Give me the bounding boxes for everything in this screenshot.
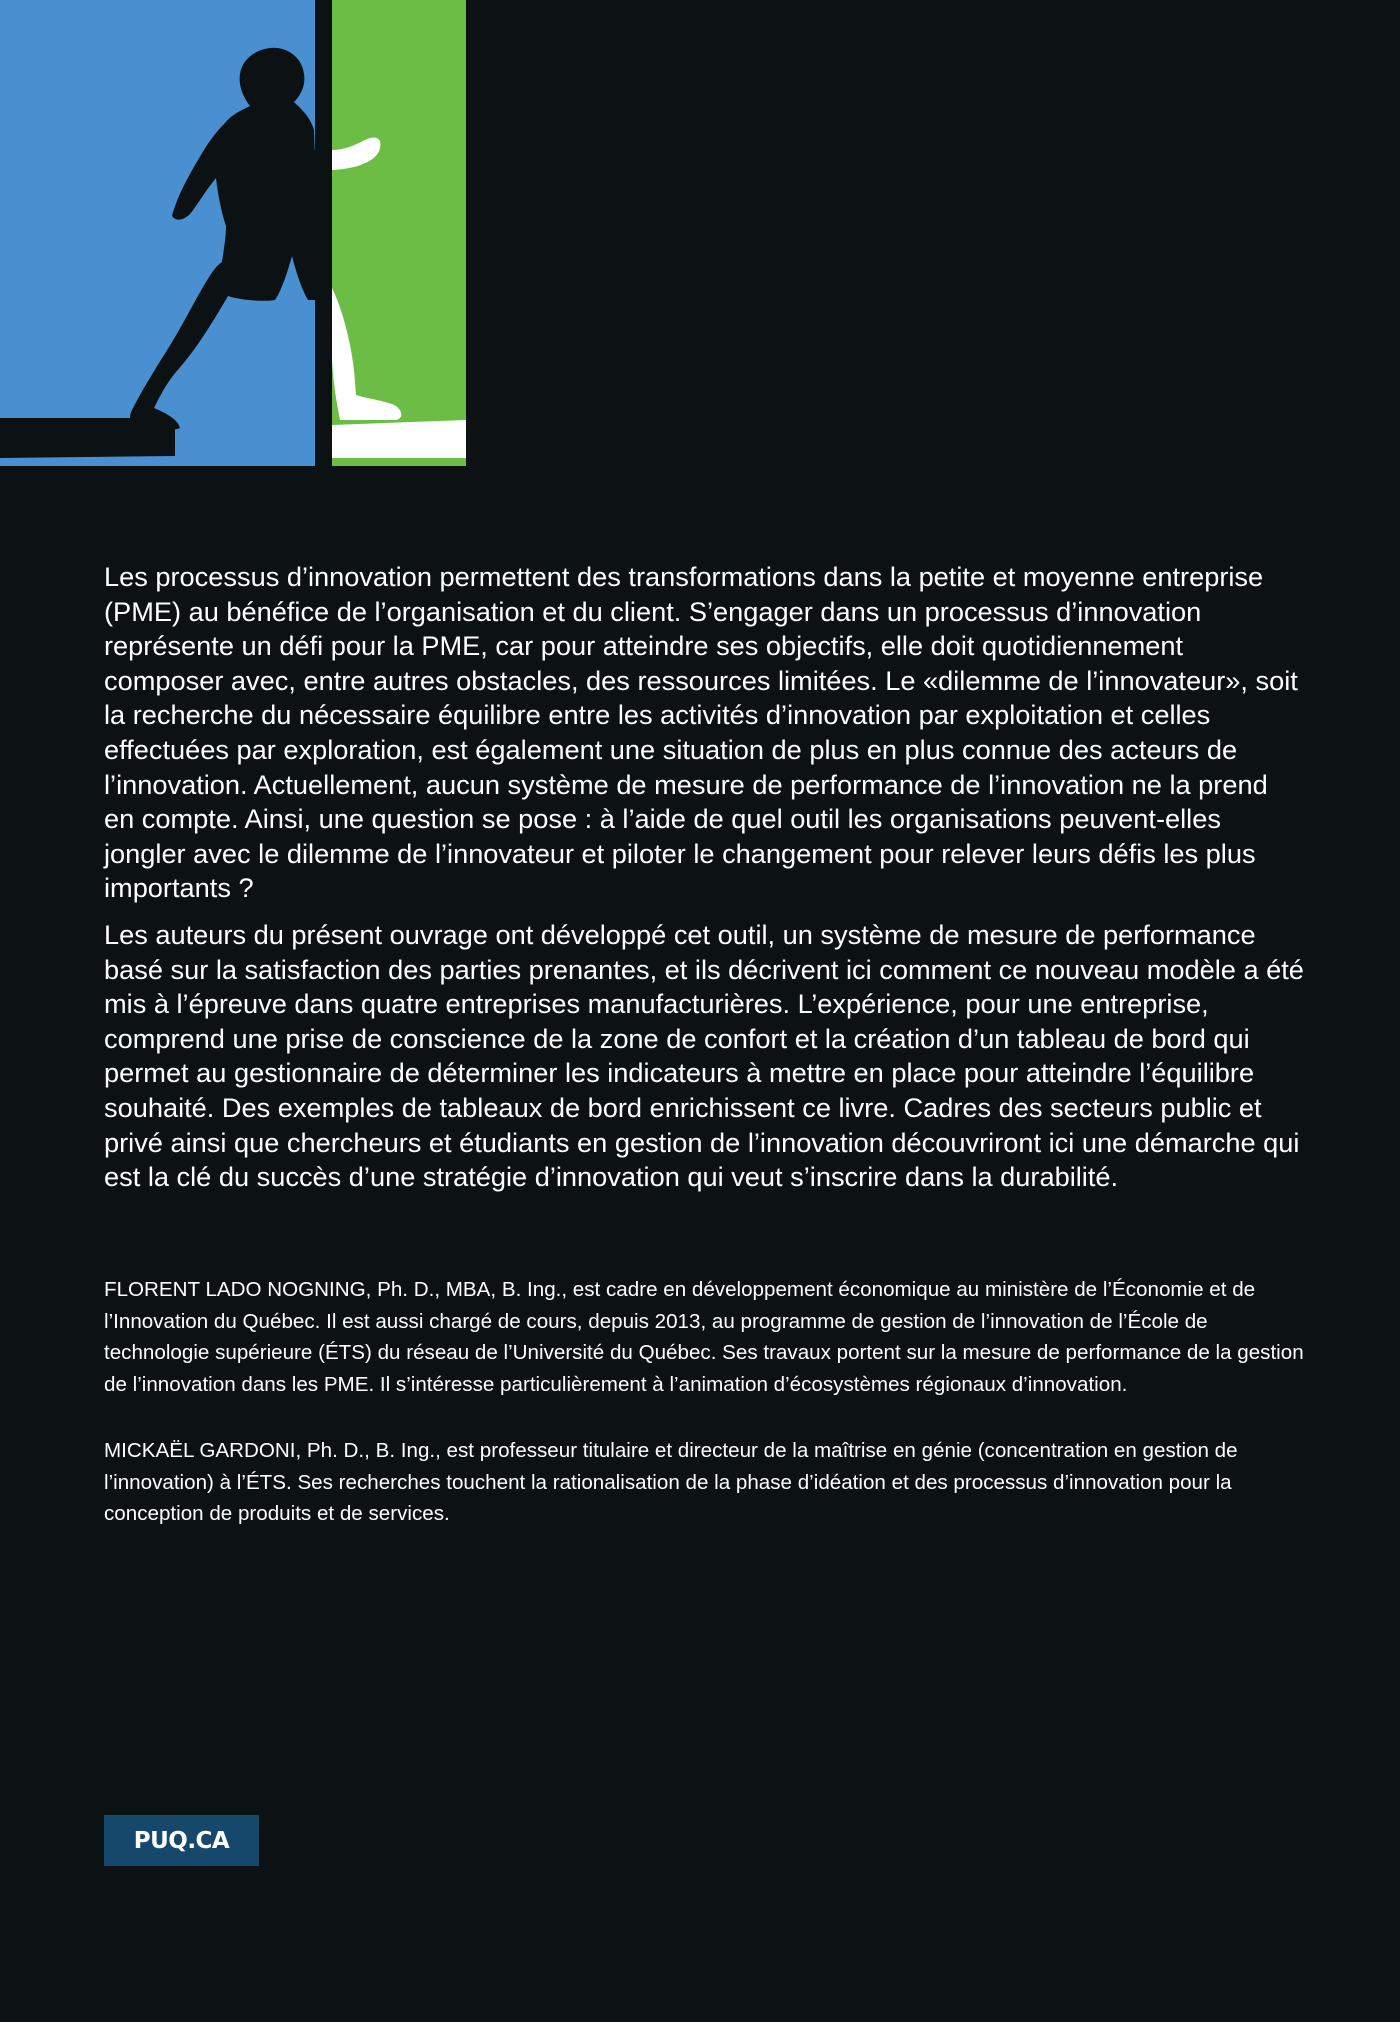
author-bio-1: FLORENT LADO NOGNING, Ph. D., MBA, B. Ing., est cadre en développement économique au ministère de l’Économie et de l’Innovation du Québec. Il est aussi chargé de cours, depuis 2013, au programme de gestion de l’innovation de l’École de technologie supérieure (ÉTS) du réseau de l’Université du Québec. Ses travaux portent sur la mesure de performance de la gestion de l’innovation dans les PME. Il s’intéresse particulièrement à l’animation d’écosystèmes régionaux d’innovation.	[104, 1278, 1304, 1396]
publisher-badge[interactable]	[104, 1815, 259, 1866]
publisher-badge-label: PUQ.CA	[133, 1827, 230, 1854]
author-bios	[104, 1274, 1304, 1530]
blurb-paragraph-2: Les auteurs du présent ouvrage ont développé cet outil, un système de mesure de performance basé sur la satisfaction des parties prenantes, et ils décrivent ici comment ce nouveau modèle a été mis à l’épreuve dans quatre entreprises manufacturières. L’expérience, pour une entreprise, comprend une prise de conscience de la zone de confort et la création d’un tableau de bord qui permet au gestionnaire de déterminer les indicateurs à mettre en place pour atteindre l’équilibre souhaité. Des exemples de tableaux de bord enrichissent ce livre. Cadres des secteurs public et privé ainsi que chercheurs et étudiants en gestion de l’innovation découvriront ici une démarche qui est la clé du succès d’une stratégie d’innovation qui veut s’inscrire dans la durabilité.	[104, 918, 1304, 1193]
blurb-paragraph-1: Les processus d’innovation permettent des transformations dans la petite et moyenne entreprise (PME) au bénéfice de l’organisation et du client. S’engager dans un processus d’innovation représente un défi pour la PME, car pour atteindre ses objectifs, elle doit quotidiennement composer avec, entre autres obstacles, des ressources limitées. Le «dilemme de l’innovateur», soit la recherche du nécessaire équilibre entre les activités d’innovation par exploitation et celles effectuées par exploration, est également une situation de plus en plus connue des acteurs de l’innovation. Actuellement, aucun système de mesure de performance de l’innovation ne la prend en compte. Ainsi, une question se pose : à l’aide de quel outil les organisations peuvent-elles jongler avec le dilemme de l’innovateur et piloter le changement pour relever leurs défis les plus importants ?	[104, 561, 1298, 904]
man-stepping-through-door-illustration	[0, 0, 470, 470]
back-cover-blurb	[104, 560, 1304, 1195]
white-floor	[332, 420, 466, 458]
door-edge	[315, 0, 332, 466]
man-hand	[300, 150, 318, 170]
author-bio-2: MICKAËL GARDONI, Ph. D., B. Ing., est professeur titulaire et directeur de la maîtrise en génie (concentration en gestion de l’innovation) à l’ÉTS. Ses recherches touchent la rationalisation de la phase d’idéation et des processus d’innovation pour la conception de produits et de services.	[104, 1439, 1238, 1525]
